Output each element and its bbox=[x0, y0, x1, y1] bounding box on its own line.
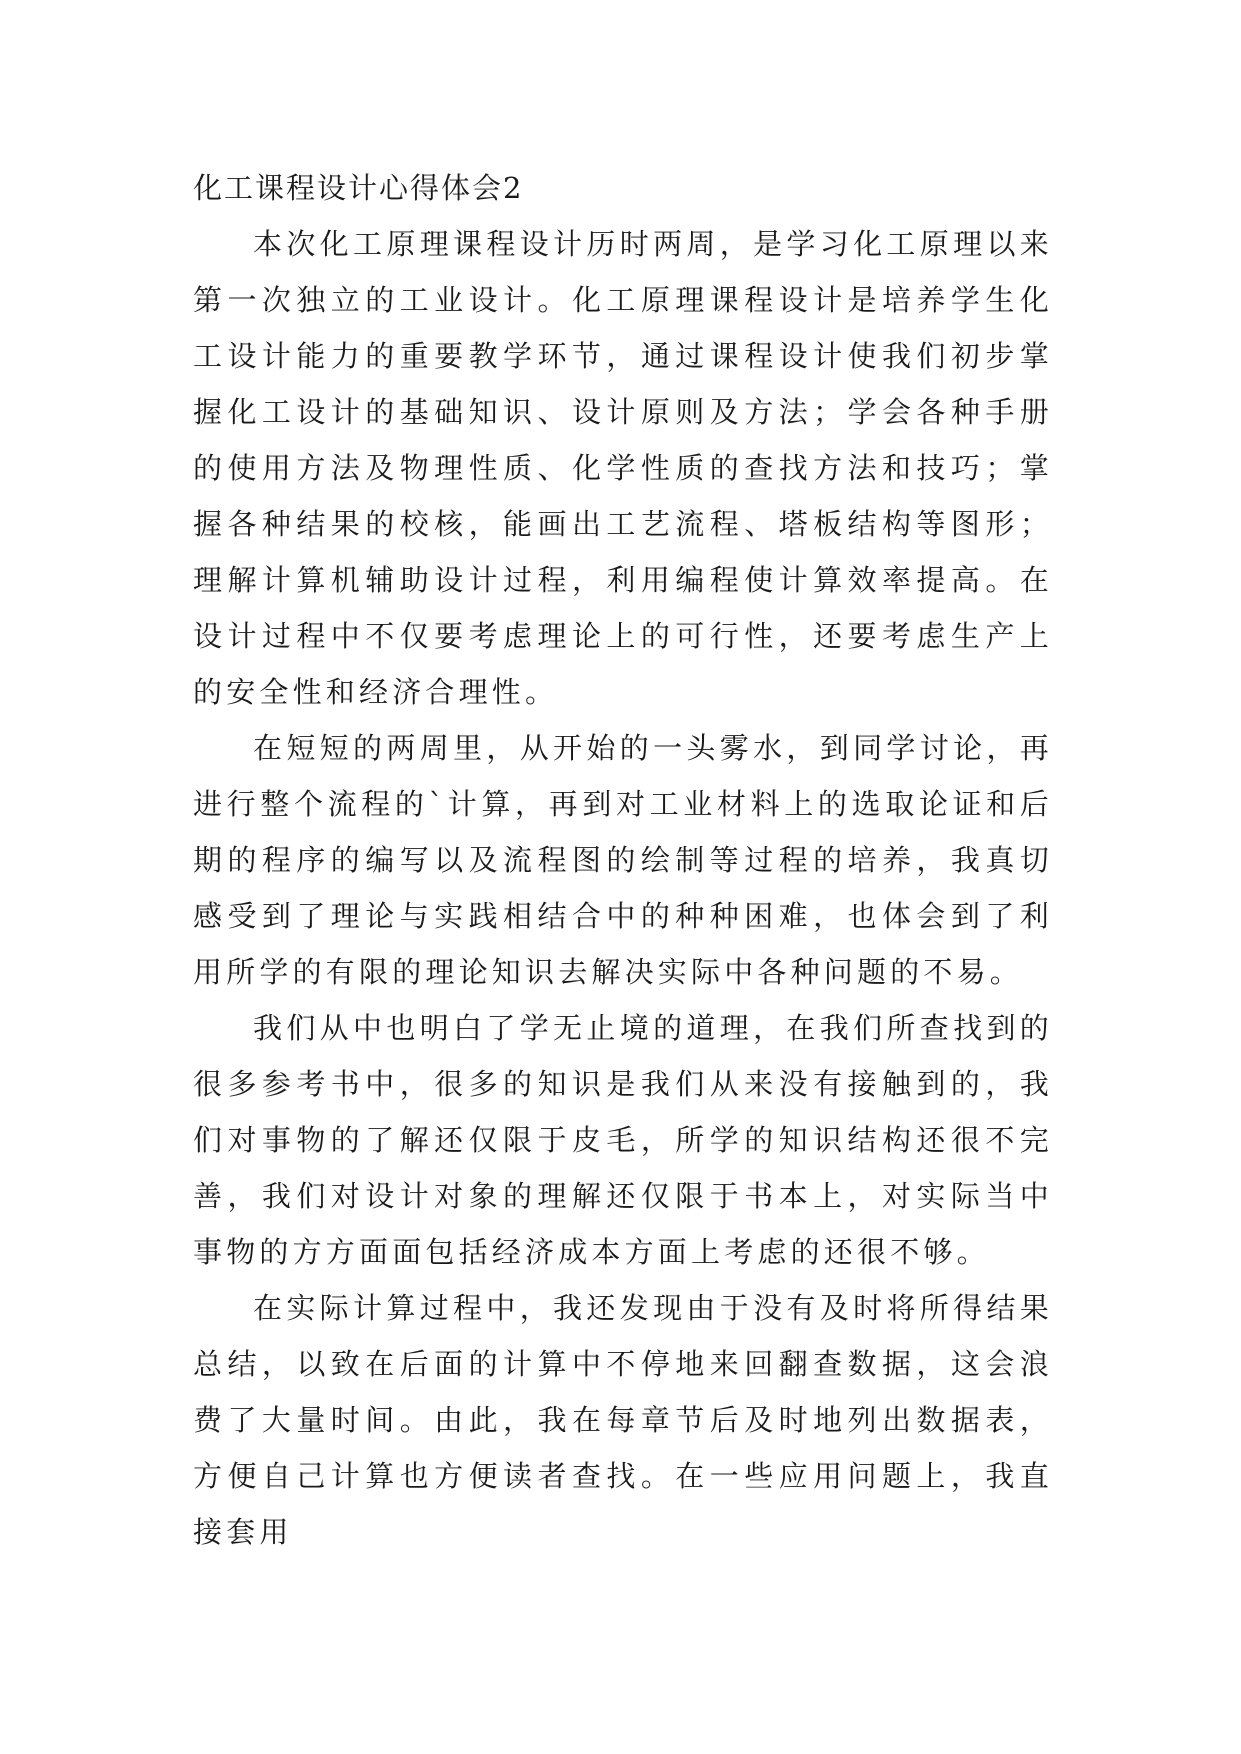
document-title: 化工课程设计心得体会2 bbox=[193, 171, 524, 205]
paragraph-2: 在短短的两周里，从开始的一头雾水，到同学讨论，再进行整个流程的`计算，再到对工业材料上的选取论证和后期的程序的编写以及流程图的绘制等过程的培养，我真切感受到了理论与实践相结合中的种种困难，也体会到了利用所学的有限的理论知识去解决实际中各种问题的不易。 bbox=[193, 731, 1053, 989]
paragraph-3: 我们从中也明白了学无止境的道理，在我们所查找到的很多参考书中，很多的知识是我们从来没有接触到的，我们对事物的了解还仅限于皮毛，所学的知识结构还很不完善，我们对设计对象的理解还仅限于书本上，对实际当中事物的方方面面包括经济成本方面上考虑的还很不够。 bbox=[193, 1011, 1053, 1269]
paragraph-4: 在实际计算过程中，我还发现由于没有及时将所得结果总结，以致在后面的计算中不停地来回翻查数据，这会浪费了大量时间。由此，我在每章节后及时地列出数据表，方便自己计算也方便读者查找。在一些应用问题上，我直接套用 bbox=[193, 1291, 1053, 1549]
document-body bbox=[193, 160, 1053, 1560]
paragraph-1: 本次化工原理课程设计历时两周，是学习化工原理以来第一次独立的工业设计。化工原理课程设计是培养学生化工设计能力的重要教学环节，通过课程设计使我们初步掌握化工设计的基础知识、设计原则及方法；学会各种手册的使用方法及物理性质、化学性质的查找方法和技巧；掌握各种结果的校核，能画出工艺流程、塔板结构等图形；理解计算机辅助设计过程，利用编程使计算效率提高。在设计过程中不仅要考虑理论上的可行性，还要考虑生产上的安全性和经济合理性。 bbox=[193, 227, 1053, 709]
